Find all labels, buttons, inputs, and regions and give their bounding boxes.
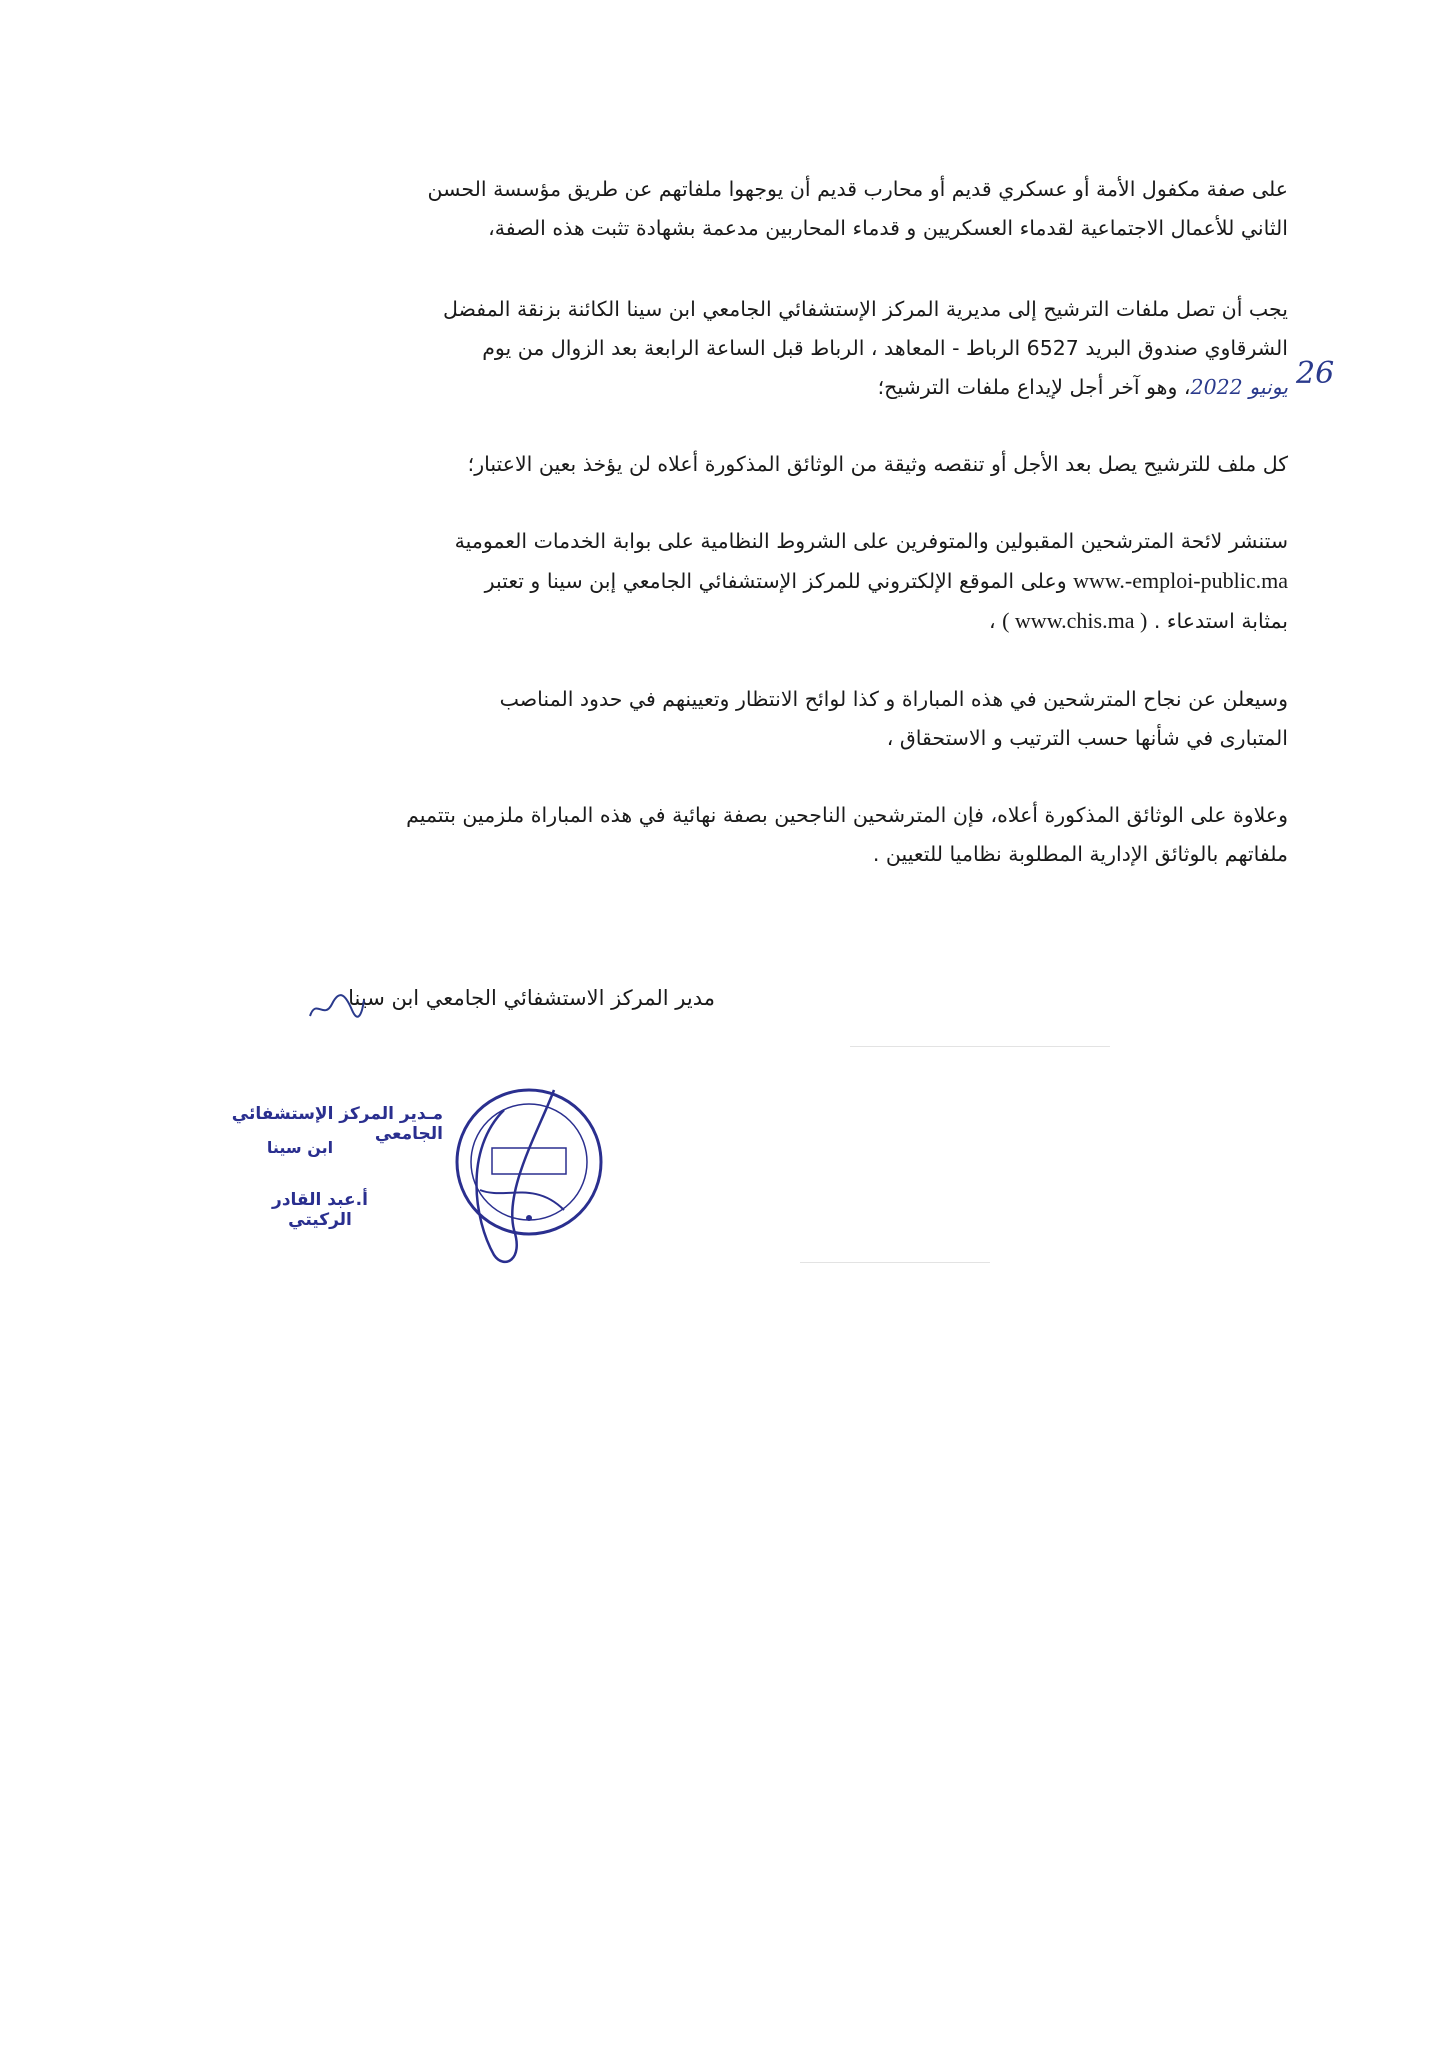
paragraph-publication [238,522,1288,641]
text-line: ملفاتهم بالوثائق الإدارية المطلوبة نظاميا للتعيين . [872,842,1288,866]
text-line: وسيعلن عن نجاح المترشحين في هذه المباراة و كذا لوائح الانتظار وتعيينهم في حدود المناصب [499,687,1288,711]
official-seal [444,1070,624,1270]
scan-noise [800,1262,990,1263]
text-fragment: ، وهو آخر أجل لإيداع ملفات الترشيح؛ [877,375,1191,399]
paragraph-veterans [238,170,1288,248]
stamp-institution: ابن سينا [266,1138,334,1157]
paragraph-late-files [238,445,1288,484]
text-fragment: ، [988,609,996,633]
url-chis: ( www.chis.ma ) [1002,608,1148,633]
text-line: يجب أن تصل ملفات الترشيح إلى مديرية المركز الإستشفائي الجامعي ابن سينا الكائنة بزنقة المفضل [443,297,1288,321]
handwritten-deadline-date: يونيو 2022 [1190,375,1288,399]
paragraph-submission-address [238,290,1288,407]
text-fragment: وعلى الموقع الإلكتروني للمركز الإستشفائي الجامعي إبن سينا و تعتبر [484,569,1067,593]
text-fragment: بمثابة استدعاء . [1153,609,1288,633]
stamp-director-name: أ.عبد القادر الركيتي [272,1190,368,1230]
text-line: الشرقاوي صندوق البريد 6527 الرباط - المعاهد ، الرباط قبل الساعة الرابعة بعد الزوال من يوم [482,336,1288,360]
text-line: كل ملف للترشيح يصل بعد الأجل أو تنقصه وثيقة من الوثائق المذكورة أعلاه لن يؤخذ بعين الاعتبار؛ [467,452,1288,476]
url-emploi-public: www.-emploi-public.ma [1073,568,1288,593]
text-line: الثاني للأعمال الاجتماعية لقدماء العسكريين و قدماء المحاربين مدعمة بشهادة تثبت هذه الصفة، [488,216,1288,240]
text-line [238,601,1288,641]
text-line-deadline [238,368,1288,407]
signature-title: مدير المركز الاستشفائي الجامعي ابن سينا [348,986,715,1010]
text-line [238,561,1288,601]
stamp-title: مـدير المركز الإستشفائي الجامعي [231,1104,443,1144]
text-line: على صفة مكفول الأمة أو عسكري قديم أو محارب قديم أن يوجهوا ملفاتهم عن طريق مؤسسة الحسن [427,177,1288,201]
text-line: وعلاوة على الوثائق المذكورة أعلاه، فإن المترشحين الناجحين بصفة نهائية في هذه المباراة ملزمين بتتميم [406,803,1288,827]
text-line: المتبارى في شأنها حسب الترتيب و الاستحقاق ، [886,726,1288,750]
signature-scrawl [306,990,366,1024]
paragraph-results [238,680,1288,758]
paragraph-documents [180,796,1288,874]
handwritten-margin-mark: 26 [1296,356,1335,391]
scan-noise [850,1046,1110,1047]
text-line: ستنشر لائحة المترشحين المقبولين والمتوفرين على الشروط النظامية على بوابة الخدمات العمومية [454,529,1288,553]
